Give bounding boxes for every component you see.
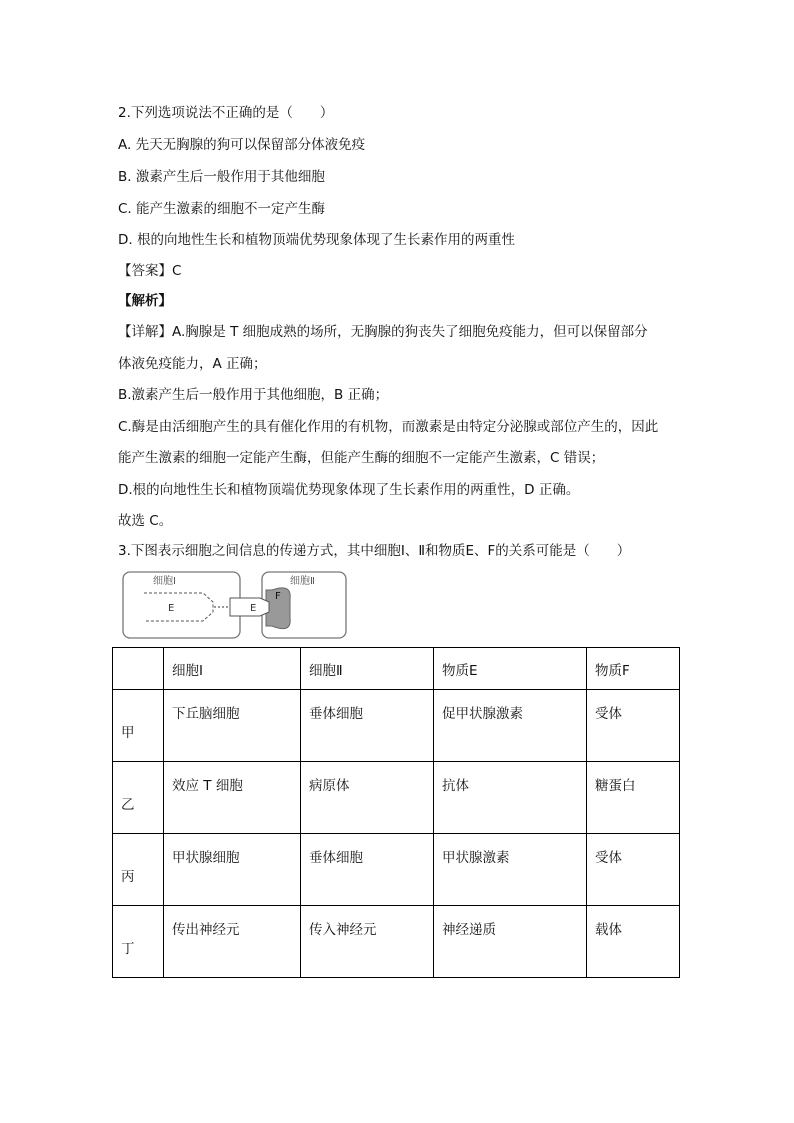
table-cell: 受体 xyxy=(587,834,680,906)
q3-stem: 3.下图表示细胞之间信息的传递方式，其中细胞Ⅰ、Ⅱ和物质E、F的关系可能是（ ） xyxy=(118,543,631,559)
table-cell: 甲状腺细胞 xyxy=(164,834,301,906)
table-header-cell: 物质F xyxy=(587,648,680,690)
q2-analysis-line: 体液免疫能力，A 正确； xyxy=(118,356,267,372)
e-left-label: E xyxy=(168,603,175,614)
q2-analysis-line: 能产生激素的细胞一定能产生酶，但能产生酶的细胞不一定能产生激素，C 错误； xyxy=(118,450,605,466)
table-header-row xyxy=(113,648,680,690)
table-cell: 抗体 xyxy=(434,762,587,834)
row-label: 甲 xyxy=(113,690,164,762)
q2-analysis-line: B.激素产生后一般作用于其他细胞，B 正确； xyxy=(118,387,389,403)
table-cell: 垂体细胞 xyxy=(301,690,434,762)
q3-options-table xyxy=(112,647,680,978)
row-label: 丁 xyxy=(113,906,164,978)
q2-stem: 2.下列选项说法不正确的是（ ） xyxy=(118,105,334,121)
table-row xyxy=(113,834,680,906)
table-cell: 糖蛋白 xyxy=(587,762,680,834)
table-cell: 垂体细胞 xyxy=(301,834,434,906)
table-cell: 促甲状腺激素 xyxy=(434,690,587,762)
q2-analysis-line: C.酶是由活细胞产生的具有催化作用的有机物，而激素是由特定分泌腺或部位产生的，因此 xyxy=(118,419,659,435)
cell2-label: 细胞Ⅱ xyxy=(290,576,315,587)
row-label: 乙 xyxy=(113,762,164,834)
q2-answer: 【答案】C xyxy=(118,263,182,279)
q2-option-b: B. 激素产生后一般作用于其他细胞 xyxy=(118,169,325,185)
q2-analysis-heading: 【解析】 xyxy=(118,293,172,309)
q2-option-a: A. 先天无胸腺的狗可以保留部分体液免疫 xyxy=(118,137,366,153)
table-cell: 病原体 xyxy=(301,762,434,834)
table-cell: 甲状腺激素 xyxy=(434,834,587,906)
e-right-label: E xyxy=(250,603,257,614)
q2-option-c: C. 能产生激素的细胞不一定产生酶 xyxy=(118,201,326,217)
table-cell: 神经递质 xyxy=(434,906,587,978)
q2-analysis-line: 【详解】A.胸腺是 T 细胞成熟的场所，无胸腺的狗丧失了细胞免疫能力，但可以保留部分 xyxy=(118,324,648,340)
table-cell: 下丘脑细胞 xyxy=(164,690,301,762)
table-header-cell: 细胞Ⅱ xyxy=(301,648,434,690)
table-cell: 效应 T 细胞 xyxy=(164,762,301,834)
cell1-label: 细胞Ⅰ xyxy=(153,576,176,587)
table-header-cell: 细胞Ⅰ xyxy=(164,648,301,690)
row-label: 丙 xyxy=(113,834,164,906)
q2-analysis-line: 故选 C。 xyxy=(118,513,173,529)
e-secretion-vesicle xyxy=(144,593,213,621)
f-label: F xyxy=(275,591,281,602)
table-cell: 载体 xyxy=(587,906,680,978)
table-row xyxy=(113,690,680,762)
table-header-cell xyxy=(113,648,164,690)
table-cell: 传入神经元 xyxy=(301,906,434,978)
table-cell: 传出神经元 xyxy=(164,906,301,978)
q2-analysis-line: D.根的向地性生长和植物顶端优势现象体现了生长素作用的两重性，D 正确。 xyxy=(118,482,580,498)
table-cell: 受体 xyxy=(587,690,680,762)
cell-signaling-figure xyxy=(120,570,350,642)
table-row xyxy=(113,906,680,978)
table-header-cell: 物质E xyxy=(434,648,587,690)
table-row xyxy=(113,762,680,834)
q2-option-d: D. 根的向地性生长和植物顶端优势现象体现了生长素作用的两重性 xyxy=(118,232,515,248)
